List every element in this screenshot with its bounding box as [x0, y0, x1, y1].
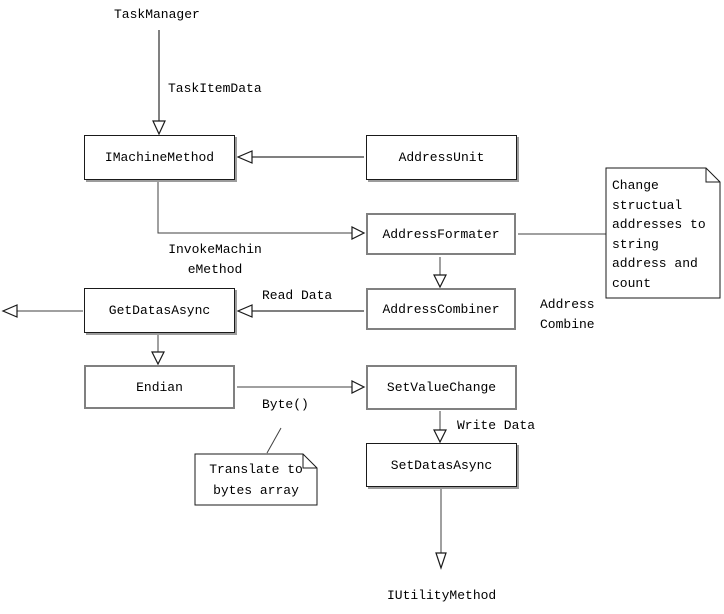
arrowhead-iutilitymethod: [436, 553, 446, 568]
node-address-formater-label: AddressFormater: [382, 226, 500, 242]
edge-label-invoke-machine-method: [153, 240, 277, 280]
node-set-value-change-label: SetValueChange: [386, 380, 497, 395]
note-line: structual: [612, 197, 683, 213]
node-endian: [84, 365, 235, 409]
note-line: Change: [612, 178, 659, 193]
node-set-datas-async: [366, 443, 517, 487]
node-address-combiner-label: AddressCombiner: [382, 301, 500, 317]
arrowhead-addressformater-left: [352, 227, 364, 239]
edge-label-address-combine: [540, 295, 595, 335]
node-get-datas-async-label: GetDatasAsync: [108, 303, 211, 318]
node-address-formater: [366, 213, 516, 255]
note-line: bytes array: [213, 483, 299, 498]
arrowhead-getdatasasync-right: [238, 305, 252, 317]
node-endian-label: Endian: [136, 379, 183, 395]
arrowhead-imachinemethod-right: [238, 151, 252, 163]
node-task-manager-label: TaskManager: [114, 7, 200, 22]
note-line: addresses to: [612, 217, 706, 232]
arrowhead-setvaluechange-left: [352, 381, 364, 393]
edge-label-write-data: Write Data: [457, 418, 536, 433]
arrowhead-addresscombiner-top: [434, 275, 446, 287]
note-line: count: [612, 275, 652, 291]
node-set-value-change: [366, 365, 517, 410]
note-line: string: [612, 236, 659, 252]
edge-label-line: Combine: [540, 317, 595, 332]
arrowhead-imachinemethod-top: [153, 121, 165, 134]
note-change-text: [612, 176, 716, 293]
note-translate-text: [197, 459, 315, 501]
edge-label-line: InvokeMachin: [168, 242, 262, 257]
arrowhead-setdatasasync-top: [434, 430, 446, 442]
node-address-combiner: [366, 288, 516, 330]
node-get-datas-async: [84, 288, 235, 333]
note-line: Translate to: [209, 462, 303, 477]
node-address-unit-label: AddressUnit: [398, 150, 485, 165]
arrowhead-left-edge: [3, 305, 17, 317]
note-translate-leader-line: [267, 428, 281, 453]
node-iutility-method-label: IUtilityMethod: [387, 588, 497, 603]
node-set-datas-async-label: SetDatasAsync: [390, 457, 493, 473]
edge-imachinemethod-to-addressformater: [158, 181, 352, 233]
note-line: address and: [612, 256, 698, 271]
node-imachine-method-label: IMachineMethod: [104, 150, 215, 165]
node-imachine-method: [84, 135, 235, 180]
edge-label-line: eMethod: [187, 262, 243, 277]
edge-label-line: Address: [540, 297, 595, 312]
node-address-unit: [366, 135, 517, 180]
edge-label-read-data: Read Data: [262, 288, 333, 303]
arrowhead-endian-top: [152, 352, 164, 364]
edge-label-byte: Byte(): [262, 397, 309, 412]
edge-label-task-item-data: TaskItemData: [168, 81, 262, 96]
